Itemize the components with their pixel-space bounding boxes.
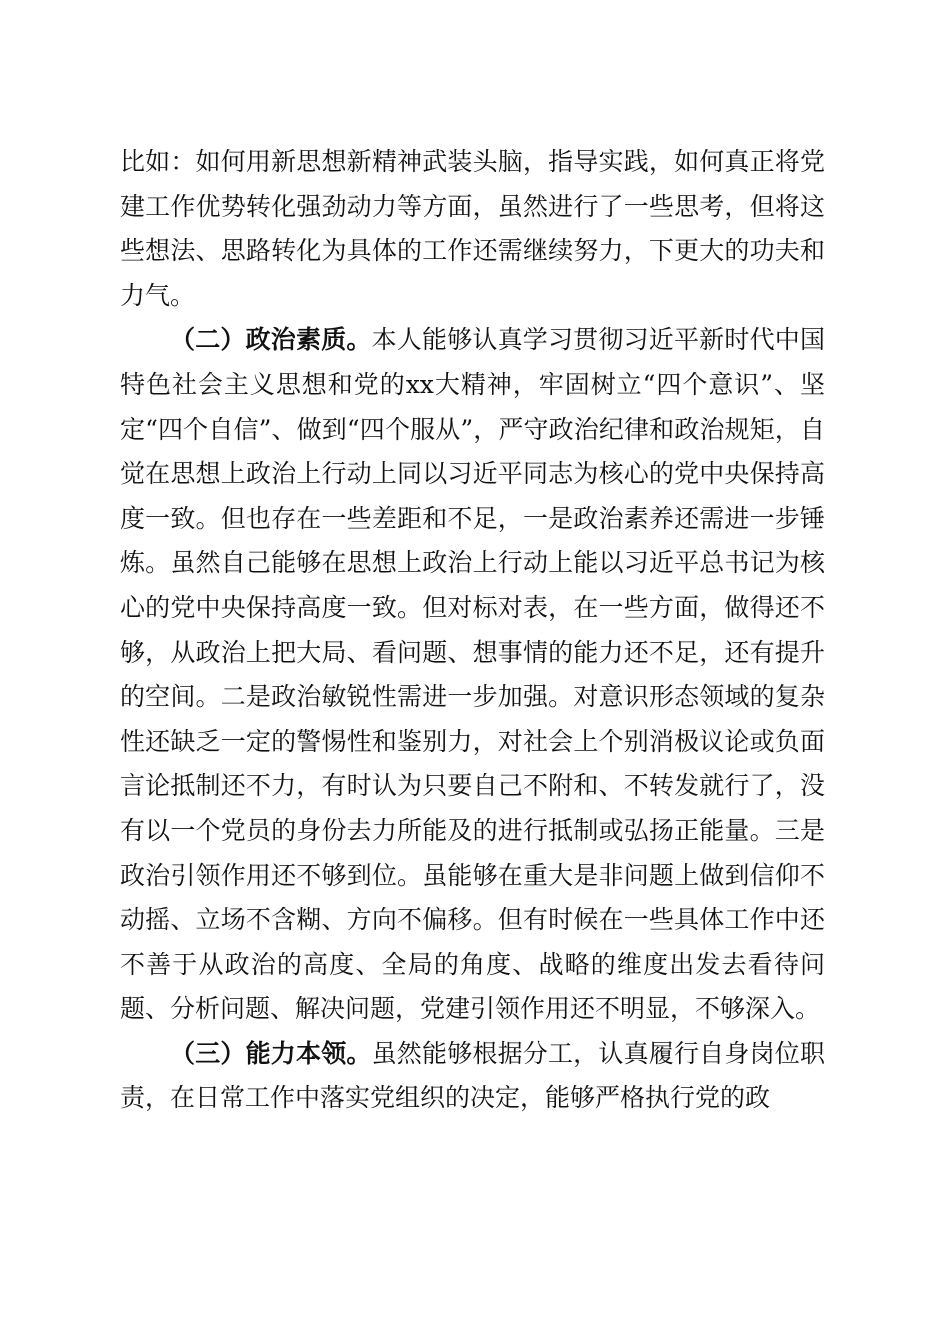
- paragraph-ability: [120, 1032, 825, 1121]
- section-heading-ability: （三）能力本领。: [170, 1038, 372, 1068]
- paragraph-text: 虽然能够根据分工，认真履行自身岗位职责，在日常工作中落实党组织的决定，能够严格执行党的政: [120, 1038, 825, 1113]
- paragraph-text: 比如：如何用新思想新精神武装头脑，指导实践，如何真正将党建工作优势转化强劲动力等方面，虽然进行了一些思考，但将这些想法、思路转化为具体的工作还需继续努力，下更大的功夫和力气。: [120, 147, 825, 310]
- paragraph-political-quality: [120, 318, 825, 1032]
- section-heading-political-quality: （二）政治素质。: [170, 325, 372, 355]
- paragraph-text: 本人能够认真学习贯彻习近平新时代中国特色社会主义思想和党的xx大精神，牢固树立“四个意识”、坚定“四个自信”、做到“四个服从”，严守政治纪律和政治规矩，自觉在思想上政治上行动上同以习近平同志为核心的党中央保持高度一致。但也存在一些差距和不足，一是政治素养还需进一步锤炼。虽然自己能够在思想上政治上行动上能以习近平总书记为核心的党中央保持高度一致。但对标对表，在一些方面，做得还不够，从政治上把大局、看问题、想事情的能力还不足，还有提升的空间。二是政治敏锐性需进一步加强。对意识形态领域的复杂性还缺乏一定的警惕性和鉴别力，对社会上个别消极议论或负面言论抵制还不力，有时认为只要自己不附和、不转发就行了，没有以一个党员的身份去力所能及的进行抵制或弘扬正能量。三是政治引领作用还不够到位。虽能够在重大是非问题上做到信仰不动摇、立场不含糊、方向不偏移。但有时候在一些具体工作中还不善于从政治的高度、全局的角度、战略的维度出发去看待问题、分析问题、解决问题，党建引领作用还不明显，不够深入。: [120, 325, 825, 1024]
- document-body: [120, 140, 825, 1121]
- paragraph-continuation: [120, 140, 825, 318]
